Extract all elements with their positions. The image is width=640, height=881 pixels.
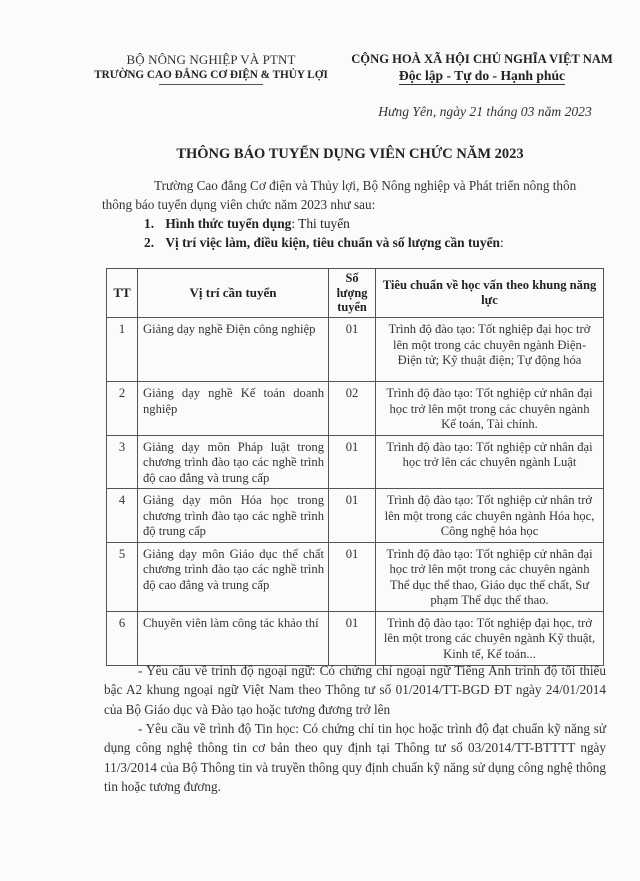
header-tt: TT (107, 269, 138, 318)
row-number: 6 (107, 611, 138, 665)
national-motto: Độc lập - Tự do - Hạnh phúc (398, 68, 566, 83)
table-row (107, 611, 604, 665)
row-quantity: 01 (329, 611, 376, 665)
foreign-language-text: - Yêu cầu về trình độ ngoại ngữ: Có chứng chỉ ngoại ngữ Tiếng Anh trình độ tối thiểu bậc A2 khung ngoại ngữ Việt Nam theo Thông tư số 01/2014/TT-BGD ĐT ngày 24/01/2014 của Bộ Giáo dục và Đào tạo hoặc tương đương trở lên (104, 663, 606, 717)
table-row (107, 435, 604, 489)
header-left-underline (159, 84, 263, 85)
issuing-authority (80, 52, 342, 85)
row-number: 4 (107, 489, 138, 543)
intro-line-1: Trường Cao đẳng Cơ điện và Thủy lợi, Bộ Nông nghiệp và Phát triển nông thôn (154, 178, 577, 193)
table-header-row (107, 269, 604, 318)
row-requirement: Trình độ đào tạo: Tốt nghiệp cử nhân trở lên một trong các chuyên ngành Hóa học, Công nghệ hóa học (376, 489, 604, 543)
section-1 (110, 214, 600, 233)
section-label: Vị trí việc làm, điều kiện, tiêu chuẩn và số lượng cần tuyển (165, 235, 500, 250)
document-title: THÔNG BÁO TUYỂN DỤNG VIÊN CHỨC NĂM 2023 (176, 146, 524, 162)
section-number: 2. (144, 235, 155, 250)
section-value: : Thi tuyển (291, 216, 350, 231)
school-name: TRƯỜNG CAO ĐẲNG CƠ ĐIỆN & THỦY LỢI (94, 69, 328, 81)
row-requirement: Trình độ đào tạo: Tốt nghiệp cử nhân đại học trở lên các chuyên ngành Luật (376, 435, 604, 489)
nation-name: CỘNG HOÀ XÃ HỘI CHỦ NGHĨA VIỆT NAM (351, 52, 613, 66)
it-requirement (104, 719, 606, 796)
table-row (107, 382, 604, 436)
date-line: Hưng Yên, ngày 21 tháng 03 năm 2023 (378, 104, 592, 119)
row-position: Giảng dạy nghề Kế toán doanh nghiệp (138, 382, 329, 436)
section-number: 1. (144, 216, 155, 231)
recruitment-table (106, 268, 604, 666)
table-row (107, 318, 604, 382)
row-requirement: Trình độ đào tạo: Tốt nghiệp đại học, trở lên một trong các chuyên ngành Kỹ thuật, Kinh tế, Kế toán... (376, 611, 604, 665)
row-number: 2 (107, 382, 138, 436)
row-position: Giảng dạy môn Pháp luật trong chương trình đào tạo các nghề trình độ cao đẳng và trung cấp (138, 435, 329, 489)
header-quantity: Số lượng tuyển (329, 269, 376, 318)
row-position: Giảng dạy môn Giáo dục thể chất chương trình đào tạo các nghề trình độ cao đẳng và trung cấp (138, 542, 329, 611)
header-requirement: Tiêu chuẩn về học vấn theo khung năng lực (376, 269, 604, 318)
it-requirement-text: - Yêu cầu về trình độ Tin học: Có chứng chỉ tin học hoặc trình độ đạt chuẩn kỹ năng sử dụng công nghệ thông tin cơ bản theo quy định tại Thông tư số 03/2014/TT-BTTTT ngày 11/3/2014 của Bộ Thông tin và truyền thông quy định chuẩn kỹ năng sử dụng công nghệ thông tin hoặc tương đương. (104, 721, 606, 794)
row-number: 1 (107, 318, 138, 382)
row-quantity: 01 (329, 435, 376, 489)
table-row (107, 542, 604, 611)
foreign-language-requirement (104, 661, 606, 719)
row-position: Chuyên viên làm công tác khảo thí (138, 611, 329, 665)
row-requirement: Trình độ đào tạo: Tốt nghiệp đại học trở lên một trong các chuyên ngành Điện- Điện tử; Kỹ thuật điện; Tự động hóa (376, 318, 604, 382)
row-position: Giảng dạy môn Hóa học trong chương trình đào tạo các nghề trình độ trung cấp (138, 489, 329, 543)
header-position: Vị trí cần tuyển (138, 269, 329, 318)
table-row (107, 489, 604, 543)
ministry-name: BỘ NÔNG NGHIỆP VÀ PTNT (126, 52, 296, 67)
row-requirement: Trình độ đào tạo: Tốt nghiệp cử nhân đại học trở lên một trong các chuyên ngành Thể dục thể thao, Giáo dục thể chất, Sư phạm Thể dục thể thao. (376, 542, 604, 611)
section-label: Hình thức tuyển dụng (165, 216, 292, 231)
row-number: 3 (107, 435, 138, 489)
section-2 (110, 233, 600, 252)
national-header (342, 52, 622, 85)
intro-section (102, 176, 600, 252)
row-quantity: 01 (329, 318, 376, 382)
intro-line-2: thông báo tuyển dụng viên chức năm 2023 như sau: (102, 197, 376, 212)
row-quantity: 01 (329, 542, 376, 611)
row-position: Giảng dạy nghề Điện công nghiệp (138, 318, 329, 382)
row-requirement: Trình độ đào tạo: Tốt nghiệp cử nhân đại học trở lên một trong các chuyên ngành Kế toán, Tài chính. (376, 382, 604, 436)
row-quantity: 01 (329, 489, 376, 543)
section-value: : (499, 235, 504, 250)
row-quantity: 02 (329, 382, 376, 436)
row-number: 5 (107, 542, 138, 611)
